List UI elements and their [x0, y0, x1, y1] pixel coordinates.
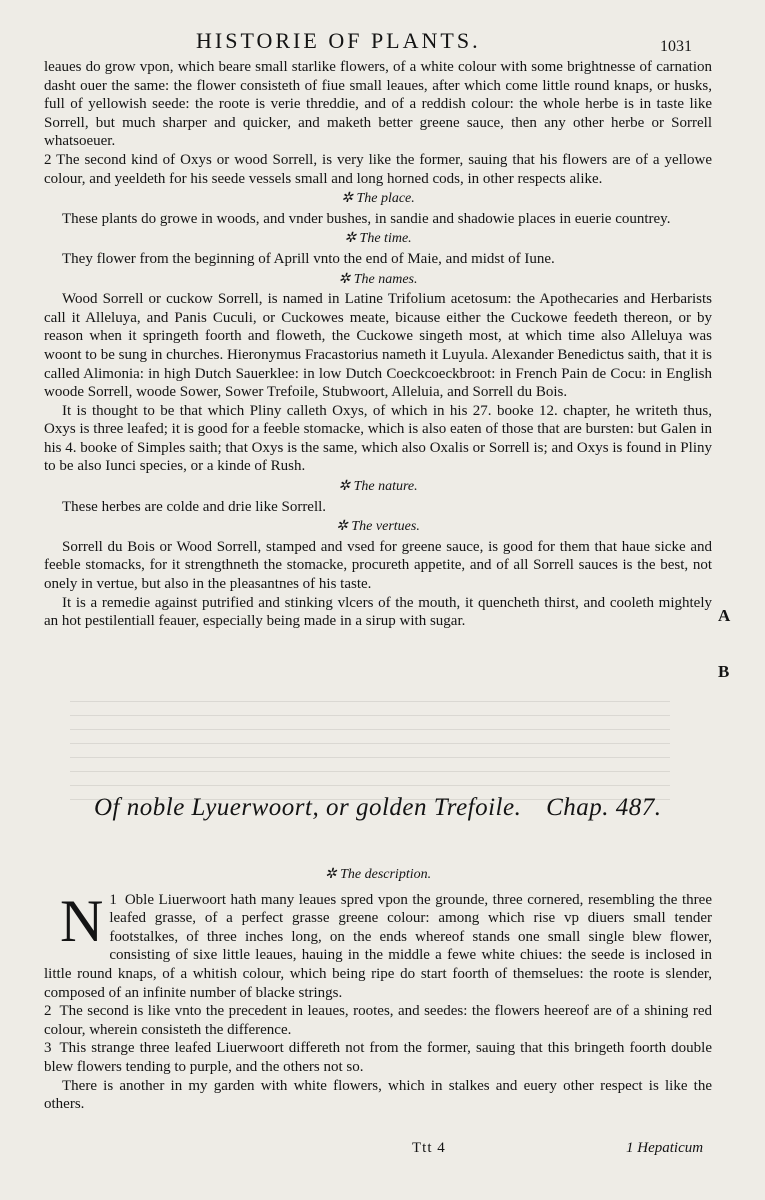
marginal-letter-b: B	[718, 662, 730, 681]
place-paragraph: These plants do growe in woods, and vnder bushes, in sandie and shadowie places in euerie countrey.	[62, 210, 671, 227]
heading-description: ✲ The description.	[324, 867, 432, 882]
item-number-1: 1	[109, 891, 117, 908]
description-continued: leaues do grow vpon, which beare small starlike flowers, of a white colour with some brightnesse of carnation dasht ouer the same: the flower consisteth of fiue small leaues, after which come little round knaps, or husks, full of yellowish seede: the roote is verie threddie, and of a reddish colour: the whole herbe is in taste like Sorrell, but much sharper and quicker, and maketh better greene sauce, then any other herbe or Sorrell whatsoeuer.	[44, 59, 712, 150]
signature-mark: Ttt 4	[412, 1140, 446, 1156]
page-footer	[0, 1140, 765, 1162]
liverwort-paragraph-4: There is another in my garden with white flowers, which in stalkes and euery other respect is like the others.	[44, 1077, 712, 1113]
heading-time: ✲ The time.	[344, 231, 412, 247]
description-second-kind: 2 The second kind of Oxys or wood Sorrell, is very like the former, sauing that his flowers are of a yellowe colour, and yeeldeth for his seede vessels small and long horned cods, in other respects alike.	[44, 151, 712, 187]
drop-cap: N	[60, 887, 104, 954]
catchword: 1 Hepaticum	[626, 1140, 704, 1156]
liverwort-paragraph-3	[44, 1039, 712, 1076]
liverwort-paragraph-2	[44, 1002, 712, 1039]
vertues-paragraph-a: Sorrell du Bois or Wood Sorrell, stamped and vsed for greene sauce, is good for them that haue sicke and feeble stomacks, for it strengthneth the stomacke, procureth appetite, and of all Sorrell sauces is the best, not onely in vertue, but also in the pleasantnes of his taste.	[44, 538, 712, 593]
chapter-heading	[94, 794, 734, 822]
wood-sorrell-section	[44, 58, 712, 631]
heading-names: ✲ The names.	[338, 271, 418, 287]
running-head: HISTORIE OF PLANTS.	[196, 28, 481, 53]
heading-nature: ✲ The nature.	[338, 479, 418, 495]
liverwort-text-2: The second is like vnto the precedent in leaues, rootes, and seedes: the flowers heereof are of a shining red colour, wherein consisteth the difference.	[44, 1003, 712, 1038]
liverwort-paragraph-1	[44, 887, 712, 1003]
item-number-2: 2	[44, 1003, 52, 1020]
heading-place: ✲ The place.	[341, 191, 415, 207]
vertues-paragraph-b: It is a remedie against putrified and stinking vlcers of the mouth, it quencheth thirst, and cooleth mightely an hot pestilentiall feauer, especially being made in a sirup with sugar.	[44, 594, 712, 630]
page-header	[0, 26, 765, 54]
page-number: 1031	[660, 38, 692, 55]
liverwort-text-1: Oble Liuerwoort hath many leaues spred vpon the grounde, three cornered, resembling the three leafed grasse, of a perfect grasse greene colour: among which rise vp diuers small tender footstalkes, of three inches long, on the ends whereof stands one small single blew flower, consisting of sixe little leaues, hauing in the middle a fewe white chiues: the seede is inclosed in little round knaps, of a whitish colour, which being ripe do start foorth of themselues: the roote is slender, composed of an infinite number of blacke strings.	[44, 891, 712, 1001]
liverwort-section	[44, 864, 712, 1114]
chapter-number: Chap. 487.	[546, 794, 662, 821]
pliny-paragraph: It is thought to be that which Pliny calleth Oxys, of which in his 27. booke 12. chapter, he writeth thus, Oxys is three leafed; it is good for a feeble stomacke, which is also eaten of those that are bursten: but Galen in his 4. booke of Simples saith; that Oxys is the same, which also Oxalis or Sorrell is; and Oxys is found in Pliny to be also Iunci species, or a kinde of Rush.	[44, 402, 712, 475]
marginal-letter-a: A	[718, 606, 731, 625]
liverwort-text-3: This strange three leafed Liuerwoort differeth not from the former, sauing that this bringeth foorth double blew flowers tending to purple, and the others not so.	[44, 1040, 712, 1075]
names-paragraph: Wood Sorrell or cuckow Sorrell, is named in Latine Trifolium acetosum: the Apothecaries and Herbarists call it Alleluya, and Panis Cuculi, or Cuckowes meate, bicause either the Cuckowe feedeth thereon, or by reason when it springeth foorth and floweth, the Cuckowe singeth most, at which time also Alleluya was woont to be sung in churches. Hieronymus Fracastorius nameth it Luyula. Alexander Benedictus saith, that it is called Alimonia: in high Dutch Sauerklee: in low Dutch Coeckcoeckbroot: in French Pain de Cocu: in English woode Sorrell, woode Sower, Sower Trefoile, Stubwoort, Alleluia, and Sorrell du Bois.	[44, 291, 712, 401]
show-through-texture	[70, 700, 670, 800]
nature-paragraph: These herbes are colde and drie like Sorrell.	[62, 498, 327, 515]
item-number-3: 3	[44, 1040, 52, 1057]
chapter-title: Of noble Lyuerwoort, or golden Trefoile.	[94, 794, 522, 821]
heading-vertues: ✲ The vertues.	[336, 519, 420, 535]
time-paragraph: They flower from the beginning of Aprill vnto the end of Maie, and midst of Iune.	[62, 250, 555, 267]
